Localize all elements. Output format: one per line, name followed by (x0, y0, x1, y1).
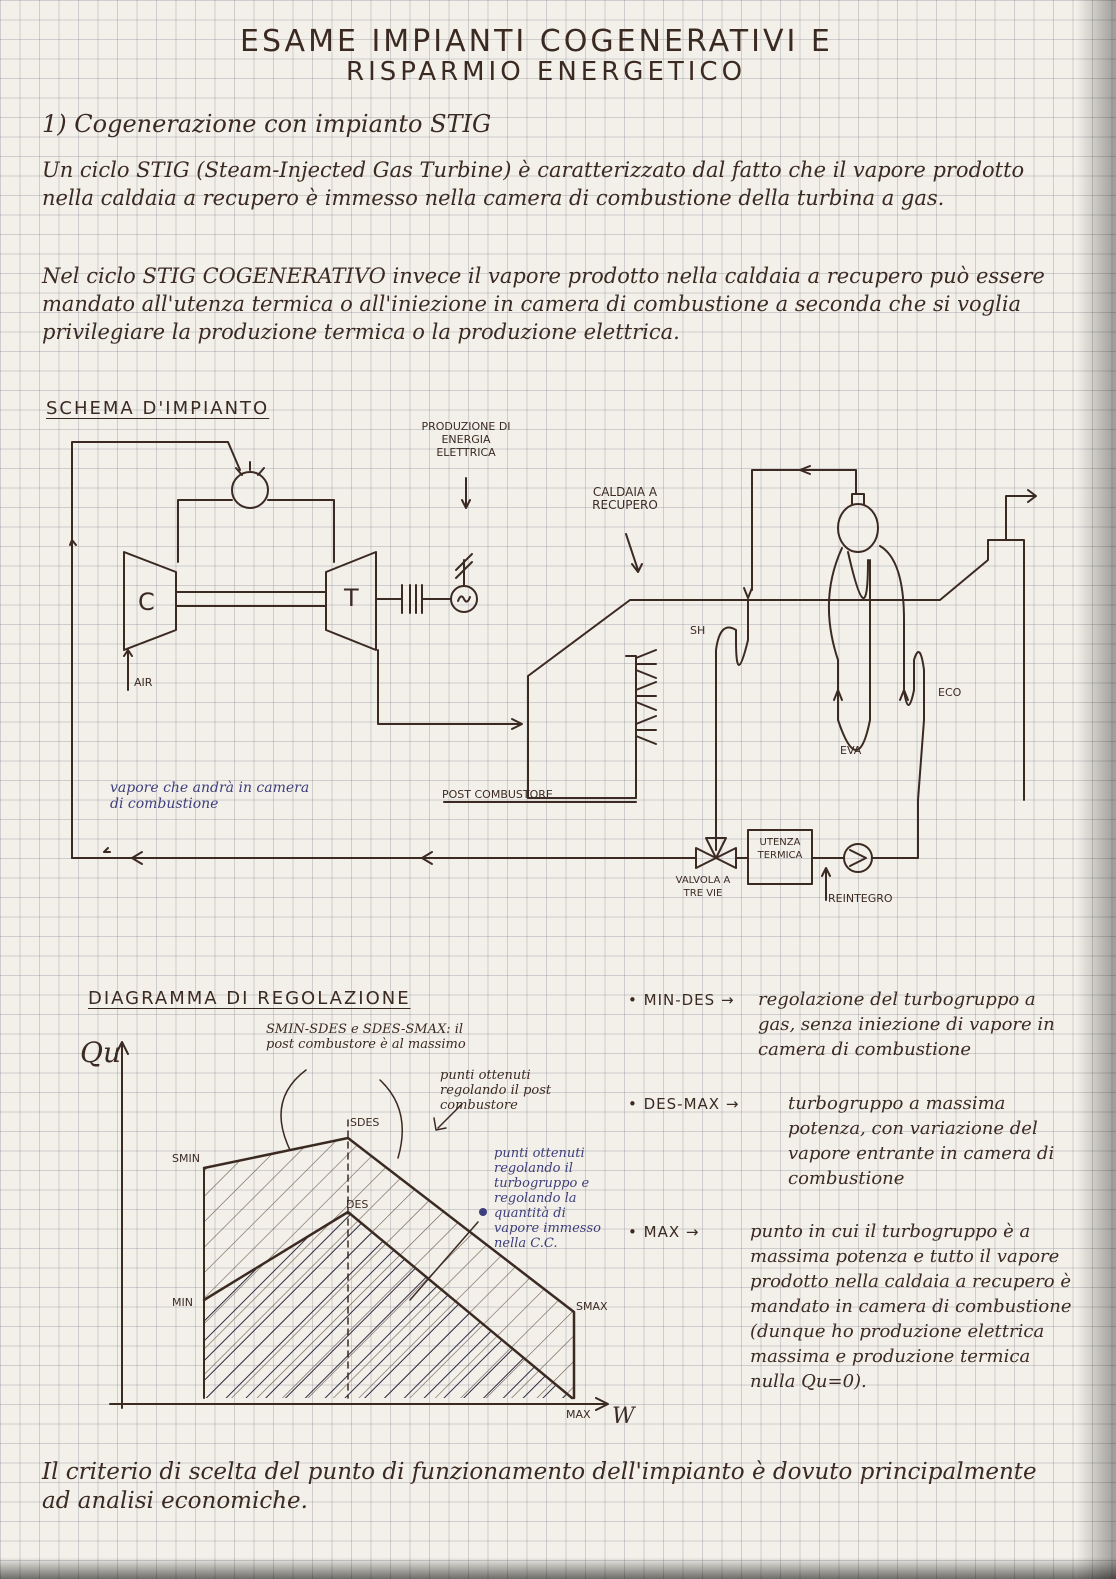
steam-note: vapore che andrà in camera di combustione (110, 780, 310, 812)
page-bottom-shadow (0, 1557, 1116, 1579)
legend-desc-max: punto in cui il turbogruppo è a massima potenza e tutto il vapore prodotto nella caldaia a recupero è mandato in camera di combustione (dunque ho produzione elettrica massima e produzione termica nulla Qu=0). (750, 1221, 1072, 1392)
air-label: AIR (134, 676, 153, 689)
legend-key-des-max: DES-MAX (643, 1095, 721, 1113)
sh-label: SH (690, 624, 706, 637)
legend-desc-min-des: regolazione del turbogruppo a gas, senza iniezione di vapore in camera di combustione (758, 989, 1055, 1060)
compressor-label: C (138, 588, 157, 616)
note-postcombustor-max: SMIN-SDES e SDES-SMAX: il post combustore è al massimo (266, 1022, 466, 1052)
turbine-label: T (344, 584, 361, 612)
x-axis-label: W (612, 1404, 635, 1429)
y-axis (116, 1042, 128, 1408)
post-combustor-label: POST COMBUSTORE (442, 788, 553, 801)
point-min: MIN (172, 1296, 193, 1309)
legend-item-max (628, 1222, 1078, 1394)
thermal-user-label: UTENZA TERMICA (757, 837, 803, 861)
arrow-icon: → (720, 1095, 740, 1113)
eco-label: ECO (938, 686, 962, 699)
legend-key: • (628, 1095, 644, 1113)
point-des: DES (346, 1198, 369, 1211)
note-turbogroup-points: punti ottenuti regolando il turbogruppo e regolando la quantità di vapore immesso nella C.C. (494, 1146, 601, 1251)
point-sdes: SDES (350, 1116, 380, 1129)
legend-desc-des-max: turbogruppo a massima potenza, con variazione del vapore entrante in camera di combustione (788, 1093, 1055, 1189)
x-axis (110, 1398, 608, 1410)
legend-key-max: MAX (643, 1223, 681, 1241)
paragraph-stig: Un ciclo STIG (Steam-Injected Gas Turbine) è caratterizzato dal fatto che il vapore prodotto nella caldaia a recupero è immesso nella camera di combustione della turbina a gas. (42, 158, 1025, 210)
legend-key-min-des: MIN-DES (643, 991, 716, 1009)
point-max: MAX (566, 1408, 591, 1421)
eva-label: EVA (840, 744, 862, 757)
legend-key: • (628, 991, 644, 1009)
valve-label: VALVOLA A TRE VIE (675, 875, 731, 899)
page-edge-shadow (1076, 0, 1116, 1579)
paragraph-stig-cogenerativo: Nel ciclo STIG COGENERATIVO invece il vapore prodotto nella caldaia a recupero può essere mandato all'utenza termica o all'iniezione in camera di combustione a seconda che si voglia privilegiare la produzione termica o la produzione elettrica. (42, 264, 1045, 344)
page-title-line1: ESAME IMPIANTI COGENERATIVI E (240, 24, 833, 59)
electric-production-label: PRODUZIONE DI ENERGIA ELETTRICA (421, 420, 511, 459)
note-postcombustor-points: punti ottenuti regolando il post combustore (440, 1068, 552, 1113)
conclusion: Il criterio di scelta del punto di funzionamento dell'impianto è dovuto principalmente ad analisi economiche. (42, 1459, 1037, 1514)
reintegro-label: REINTEGRO (828, 892, 893, 905)
arrow-icon: → (715, 991, 735, 1009)
boiler-label: CALDAIA A RECUPERO (592, 485, 658, 512)
point-smax: SMAX (576, 1300, 608, 1313)
y-axis-label: Qu (80, 1036, 121, 1069)
legend-item-des-max (628, 1094, 1078, 1191)
schema-title: SCHEMA D'IMPIANTO (46, 398, 270, 419)
legend-key: • (628, 1223, 644, 1241)
arrow-icon: → (680, 1223, 700, 1241)
legend-item-min-des (628, 990, 1078, 1062)
diagram-title: DIAGRAMMA DI REGOLAZIONE (88, 988, 411, 1009)
page-title-line2: RISPARMIO ENERGETICO (346, 57, 747, 87)
point-smin: SMIN (172, 1152, 200, 1165)
section-heading: 1) Cogenerazione con impianto STIG (42, 110, 492, 138)
